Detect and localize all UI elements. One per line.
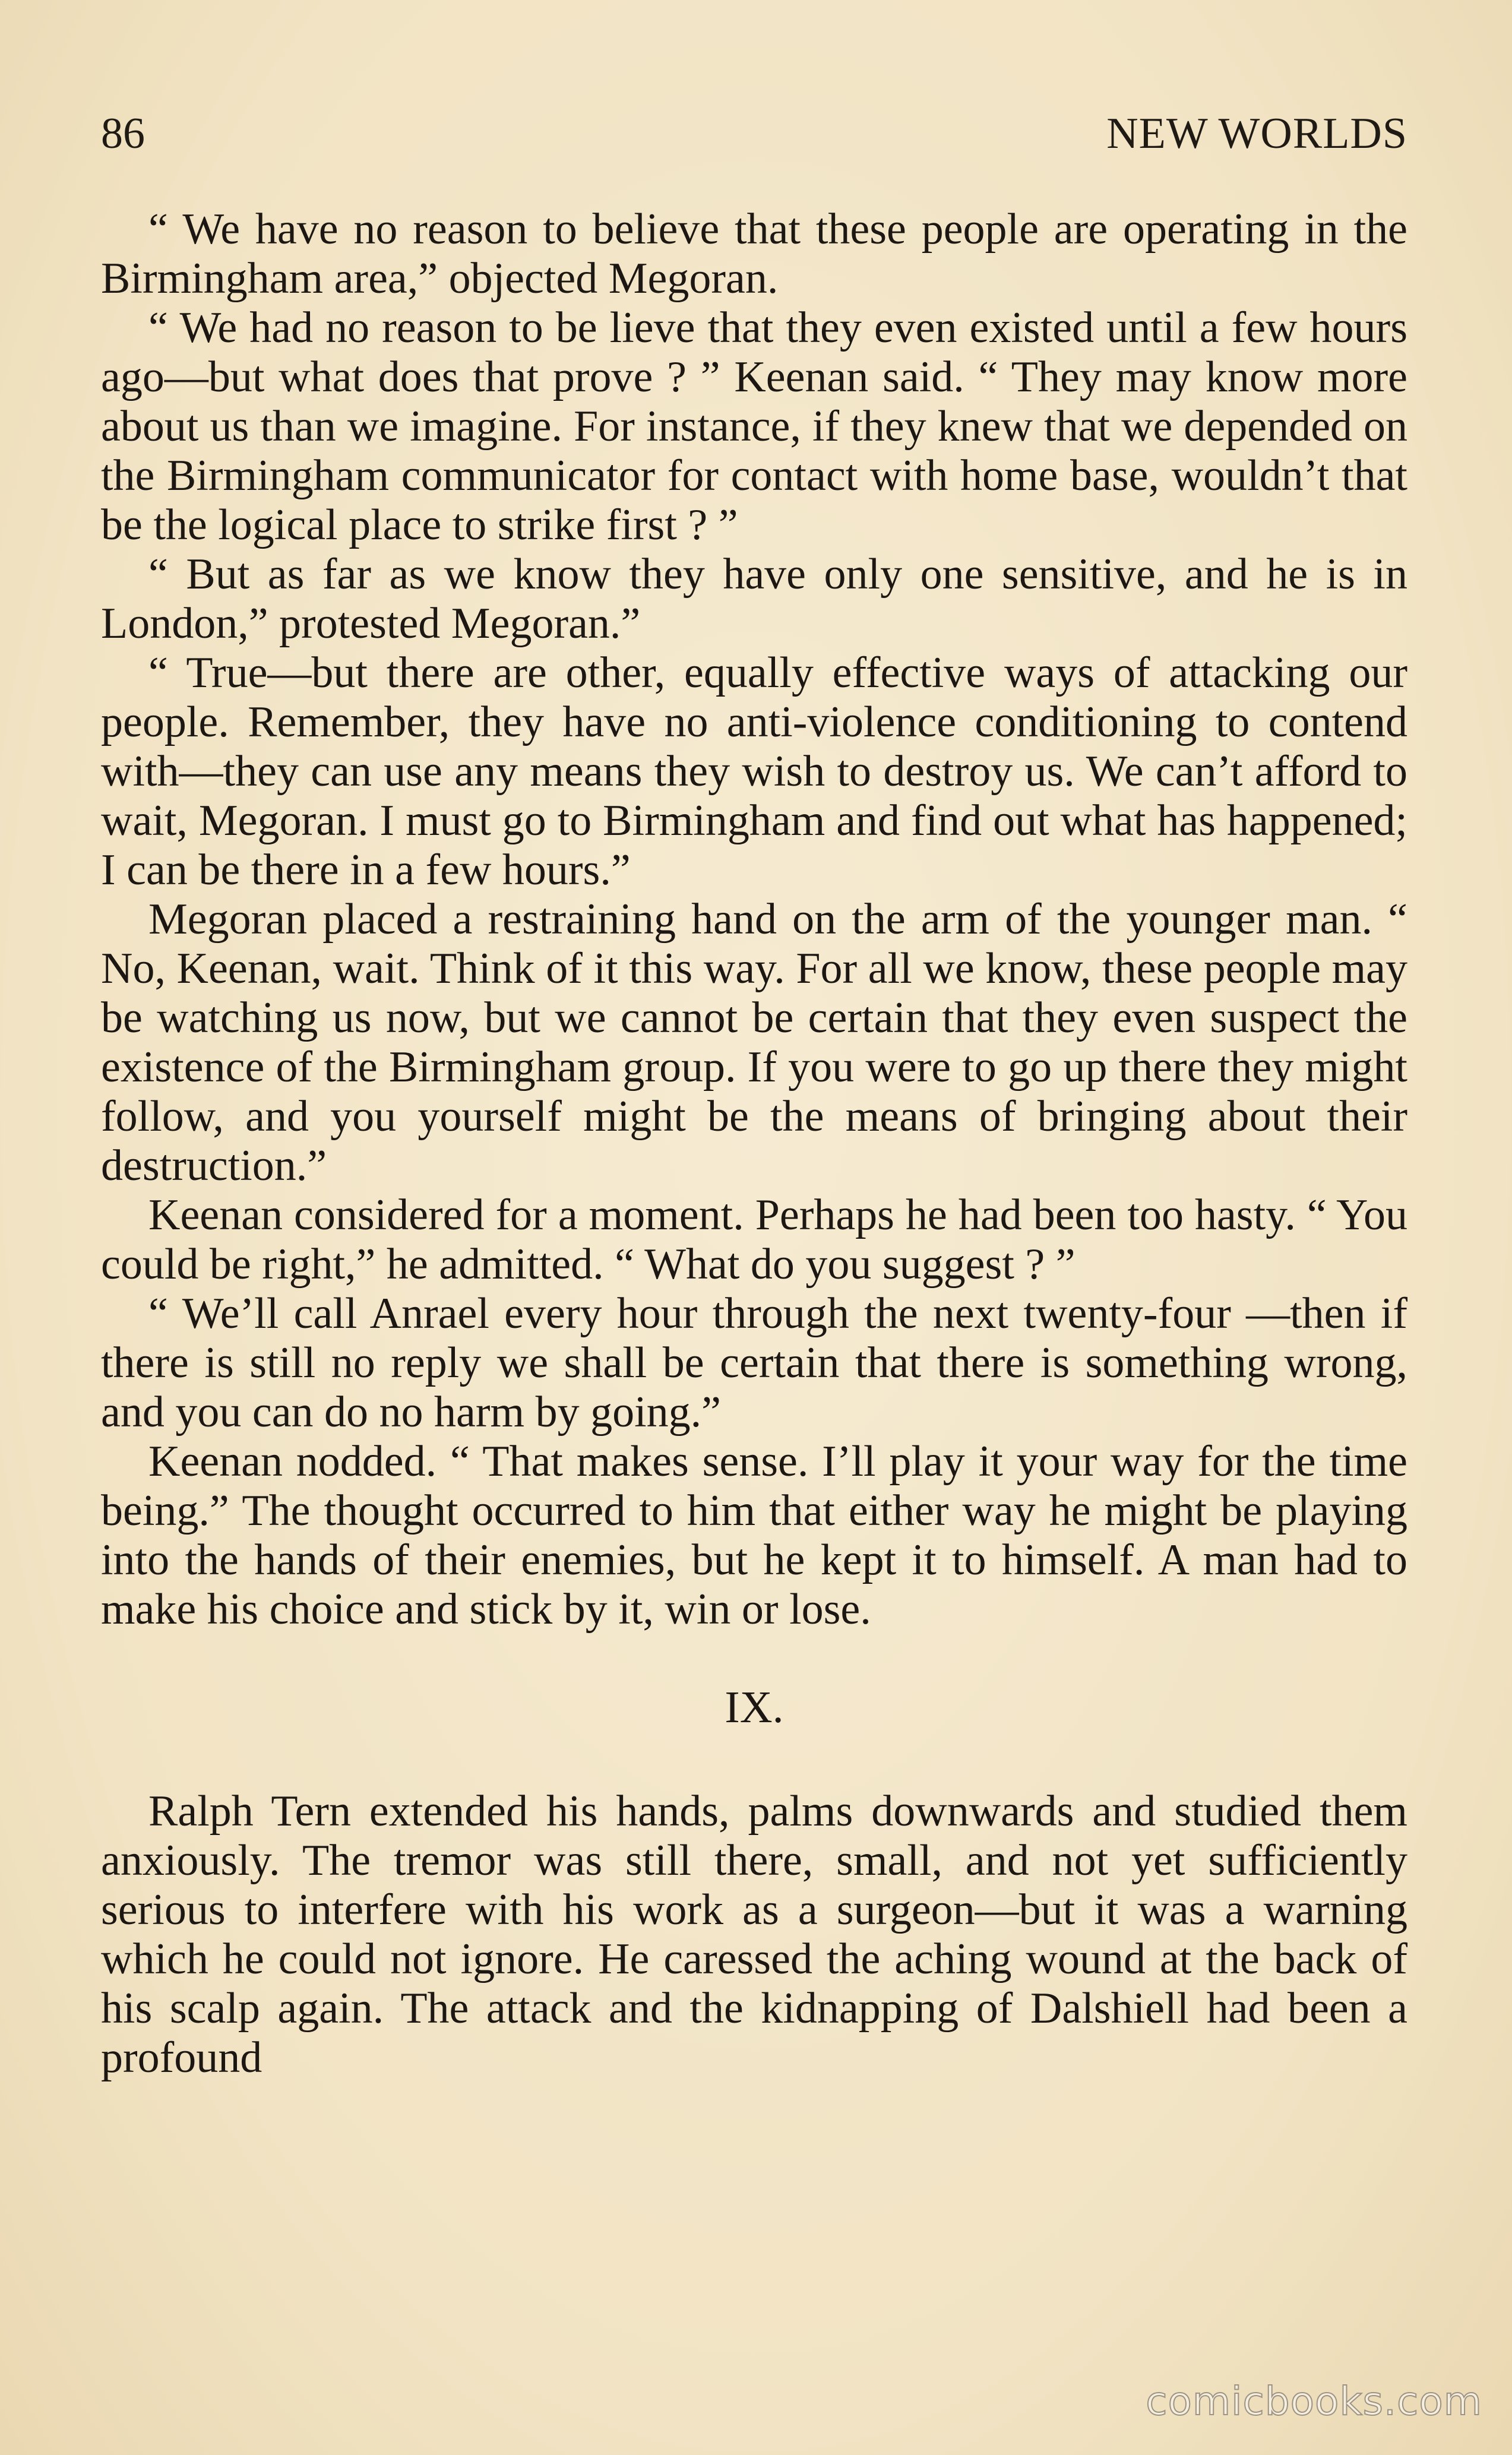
paragraph: “ We had no reason to be lieve that they even existed until a few hours ago—but what does that prove ? ” Keenan said. “ They may know more about us than we imagine. For instance, if they knew that we depended on the Birmingham communicator for contact with home base, wouldn’t that be the logical place to strike first ? ” <box>101 303 1407 549</box>
page-number: 86 <box>101 109 145 158</box>
running-head: NEW WORLDS <box>1106 109 1407 158</box>
watermark: comicbooks.com <box>1146 2378 1482 2424</box>
paragraph: Keenan considered for a moment. Perhaps he had been too hasty. “ You could be right,” he admitted. “ What do you suggest ? ” <box>101 1191 1407 1289</box>
chapter-heading: IX. <box>725 1682 784 1732</box>
paragraph: “ We’ll call Anrael every hour through the next twenty-four —then if there is still no reply we shall be certain that there is something wrong, and you can do no harm by going.” <box>101 1289 1407 1437</box>
paragraph: Ralph Tern extended his hands, palms downwards and studied them anxiously. The tremor was still there, small, and not yet sufficiently serious to interfere with his work as a surgeon—but it was a warning which he could not ignore. He caressed the aching wound at the back of his scalp again. The attack and the kidnapping of Dalshiell had been a profound <box>101 1787 1407 2082</box>
paragraph: Keenan nodded. “ That makes sense. I’ll play it your way for the time being.” The thought occurred to him that either way he might be playing into the hands of their enemies, but he kept it to himself. A man had to make his choice and stick by it, win or lose. <box>101 1437 1407 1634</box>
paragraph: “ But as far as we know they have only one sensitive, and he is in London,” protested Megoran.” <box>101 550 1407 648</box>
paragraph: Megoran placed a restraining hand on the arm of the younger man. “ No, Keenan, wait. Think of it this way. For all we know, these people may be watching us now, but we cannot be certain that they even suspect the existence of the Birmingham group. If you were to go up there they might follow, and you yourself might be the means of bringing about their destruction.” <box>101 895 1407 1190</box>
body-text <box>101 205 1407 2083</box>
paragraph: “ We have no reason to believe that these people are operating in the Birmingham area,” objected Megoran. <box>101 205 1407 303</box>
paragraph: “ True—but there are other, equally effective ways of attacking our people. Remember, they have no anti-violence conditioning to contend with—they can use any means they wish to destroy us. We can’t afford to wait, Megoran. I must go to Birmingham and find out what has happened; I can be there in a few hours.” <box>101 648 1407 894</box>
page-header <box>101 101 1407 166</box>
